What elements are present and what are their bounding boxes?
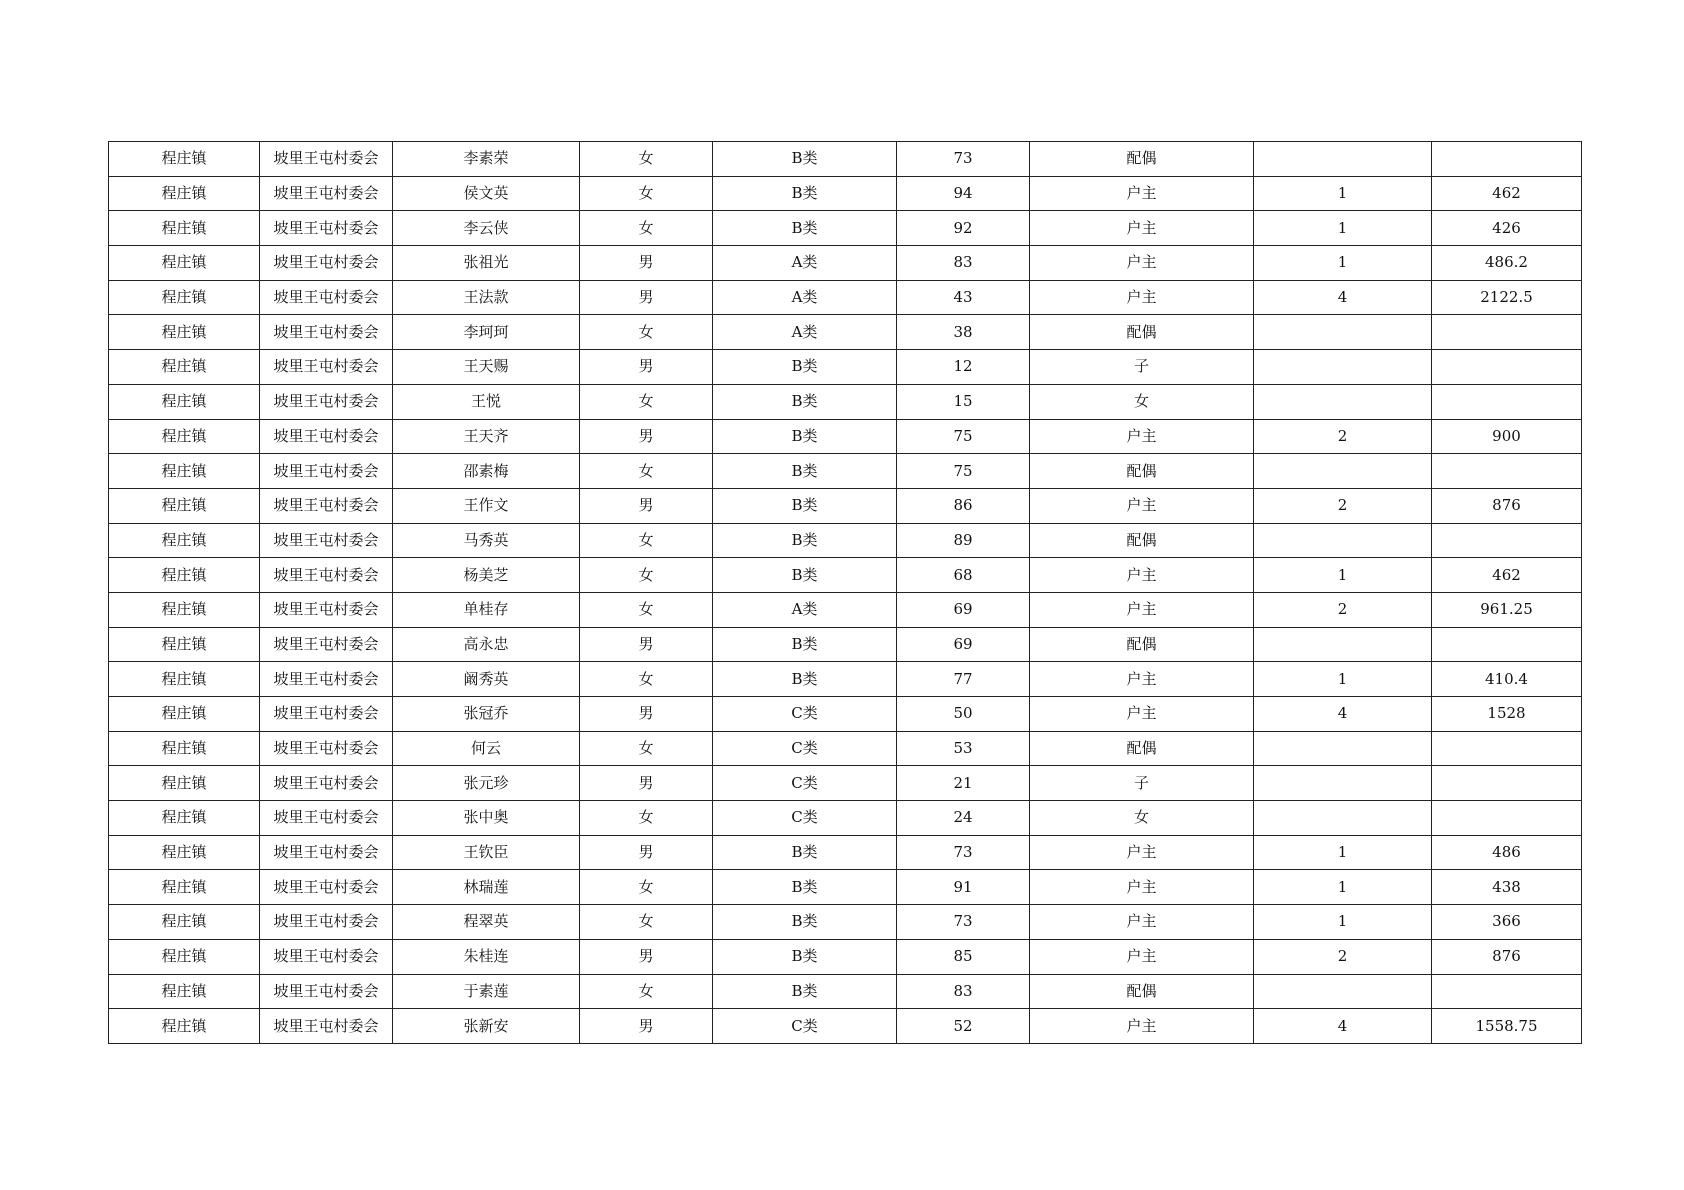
gender-cell: 女 bbox=[580, 662, 713, 697]
amount-cell bbox=[1432, 523, 1582, 558]
gender-cell: 女 bbox=[580, 905, 713, 940]
amount-cell bbox=[1432, 142, 1582, 177]
category-cell: B类 bbox=[713, 211, 897, 246]
age-cell: 73 bbox=[897, 905, 1030, 940]
village-committee-cell: 坡里王屯村委会 bbox=[260, 697, 393, 732]
household-size-cell: 4 bbox=[1254, 1009, 1432, 1044]
town-cell: 程庄镇 bbox=[109, 246, 260, 281]
amount-cell bbox=[1432, 627, 1582, 662]
relation-cell: 配偶 bbox=[1030, 627, 1254, 662]
village-committee-cell: 坡里王屯村委会 bbox=[260, 419, 393, 454]
category-cell: A类 bbox=[713, 315, 897, 350]
relation-cell: 配偶 bbox=[1030, 454, 1254, 489]
age-cell: 43 bbox=[897, 280, 1030, 315]
gender-cell: 女 bbox=[580, 384, 713, 419]
household-size-cell: 1 bbox=[1254, 662, 1432, 697]
amount-cell: 2122.5 bbox=[1432, 280, 1582, 315]
village-committee-cell: 坡里王屯村委会 bbox=[260, 939, 393, 974]
relation-cell: 户主 bbox=[1030, 211, 1254, 246]
category-cell: A类 bbox=[713, 592, 897, 627]
name-cell: 张中奥 bbox=[393, 801, 580, 836]
household-size-cell: 2 bbox=[1254, 592, 1432, 627]
age-cell: 69 bbox=[897, 592, 1030, 627]
town-cell: 程庄镇 bbox=[109, 662, 260, 697]
household-size-cell: 2 bbox=[1254, 939, 1432, 974]
age-cell: 92 bbox=[897, 211, 1030, 246]
household-size-cell: 1 bbox=[1254, 176, 1432, 211]
name-cell: 王作文 bbox=[393, 488, 580, 523]
town-cell: 程庄镇 bbox=[109, 835, 260, 870]
amount-cell bbox=[1432, 350, 1582, 385]
amount-cell bbox=[1432, 974, 1582, 1009]
table-row bbox=[109, 592, 1582, 627]
amount-cell: 462 bbox=[1432, 558, 1582, 593]
gender-cell: 男 bbox=[580, 835, 713, 870]
category-cell: B类 bbox=[713, 523, 897, 558]
name-cell: 侯文英 bbox=[393, 176, 580, 211]
town-cell: 程庄镇 bbox=[109, 1009, 260, 1044]
relation-cell: 户主 bbox=[1030, 592, 1254, 627]
age-cell: 77 bbox=[897, 662, 1030, 697]
table-row bbox=[109, 662, 1582, 697]
name-cell: 单桂存 bbox=[393, 592, 580, 627]
table-row bbox=[109, 419, 1582, 454]
age-cell: 83 bbox=[897, 246, 1030, 281]
town-cell: 程庄镇 bbox=[109, 905, 260, 940]
table-row bbox=[109, 211, 1582, 246]
village-committee-cell: 坡里王屯村委会 bbox=[260, 1009, 393, 1044]
household-size-cell: 4 bbox=[1254, 697, 1432, 732]
relation-cell: 女 bbox=[1030, 384, 1254, 419]
table-row bbox=[109, 870, 1582, 905]
village-committee-cell: 坡里王屯村委会 bbox=[260, 627, 393, 662]
town-cell: 程庄镇 bbox=[109, 350, 260, 385]
gender-cell: 男 bbox=[580, 1009, 713, 1044]
gender-cell: 女 bbox=[580, 211, 713, 246]
name-cell: 李珂珂 bbox=[393, 315, 580, 350]
household-size-cell bbox=[1254, 454, 1432, 489]
relation-cell: 户主 bbox=[1030, 905, 1254, 940]
name-cell: 程翠英 bbox=[393, 905, 580, 940]
gender-cell: 女 bbox=[580, 801, 713, 836]
category-cell: C类 bbox=[713, 801, 897, 836]
amount-cell: 438 bbox=[1432, 870, 1582, 905]
table-row bbox=[109, 835, 1582, 870]
name-cell: 朱桂连 bbox=[393, 939, 580, 974]
category-cell: B类 bbox=[713, 176, 897, 211]
name-cell: 王法款 bbox=[393, 280, 580, 315]
category-cell: B类 bbox=[713, 905, 897, 940]
town-cell: 程庄镇 bbox=[109, 731, 260, 766]
gender-cell: 女 bbox=[580, 315, 713, 350]
town-cell: 程庄镇 bbox=[109, 384, 260, 419]
age-cell: 53 bbox=[897, 731, 1030, 766]
table-row bbox=[109, 315, 1582, 350]
household-size-cell bbox=[1254, 384, 1432, 419]
name-cell: 张新安 bbox=[393, 1009, 580, 1044]
gender-cell: 男 bbox=[580, 350, 713, 385]
relation-cell: 户主 bbox=[1030, 246, 1254, 281]
age-cell: 73 bbox=[897, 142, 1030, 177]
household-size-cell: 1 bbox=[1254, 558, 1432, 593]
category-cell: B类 bbox=[713, 662, 897, 697]
table-row bbox=[109, 523, 1582, 558]
amount-cell bbox=[1432, 801, 1582, 836]
relation-cell: 配偶 bbox=[1030, 523, 1254, 558]
town-cell: 程庄镇 bbox=[109, 766, 260, 801]
amount-cell: 486 bbox=[1432, 835, 1582, 870]
village-committee-cell: 坡里王屯村委会 bbox=[260, 142, 393, 177]
household-size-cell bbox=[1254, 731, 1432, 766]
household-size-cell bbox=[1254, 801, 1432, 836]
household-size-cell bbox=[1254, 627, 1432, 662]
table-row bbox=[109, 280, 1582, 315]
category-cell: B类 bbox=[713, 870, 897, 905]
name-cell: 李云侠 bbox=[393, 211, 580, 246]
gender-cell: 女 bbox=[580, 454, 713, 489]
town-cell: 程庄镇 bbox=[109, 315, 260, 350]
gender-cell: 女 bbox=[580, 558, 713, 593]
category-cell: B类 bbox=[713, 454, 897, 489]
town-cell: 程庄镇 bbox=[109, 697, 260, 732]
roster-table-body bbox=[109, 142, 1582, 1044]
village-committee-cell: 坡里王屯村委会 bbox=[260, 176, 393, 211]
table-row bbox=[109, 558, 1582, 593]
household-size-cell bbox=[1254, 766, 1432, 801]
name-cell: 王悦 bbox=[393, 384, 580, 419]
age-cell: 21 bbox=[897, 766, 1030, 801]
village-committee-cell: 坡里王屯村委会 bbox=[260, 801, 393, 836]
table-row bbox=[109, 627, 1582, 662]
age-cell: 24 bbox=[897, 801, 1030, 836]
age-cell: 89 bbox=[897, 523, 1030, 558]
age-cell: 69 bbox=[897, 627, 1030, 662]
relation-cell: 配偶 bbox=[1030, 315, 1254, 350]
table-row bbox=[109, 246, 1582, 281]
relation-cell: 户主 bbox=[1030, 488, 1254, 523]
village-committee-cell: 坡里王屯村委会 bbox=[260, 350, 393, 385]
amount-cell: 366 bbox=[1432, 905, 1582, 940]
name-cell: 张冠乔 bbox=[393, 697, 580, 732]
age-cell: 50 bbox=[897, 697, 1030, 732]
town-cell: 程庄镇 bbox=[109, 419, 260, 454]
age-cell: 75 bbox=[897, 454, 1030, 489]
amount-cell: 462 bbox=[1432, 176, 1582, 211]
household-size-cell bbox=[1254, 350, 1432, 385]
village-committee-cell: 坡里王屯村委会 bbox=[260, 905, 393, 940]
roster-table bbox=[108, 141, 1582, 1044]
age-cell: 83 bbox=[897, 974, 1030, 1009]
name-cell: 阚秀英 bbox=[393, 662, 580, 697]
household-size-cell: 1 bbox=[1254, 870, 1432, 905]
relation-cell: 子 bbox=[1030, 766, 1254, 801]
gender-cell: 男 bbox=[580, 488, 713, 523]
gender-cell: 女 bbox=[580, 592, 713, 627]
gender-cell: 女 bbox=[580, 870, 713, 905]
gender-cell: 女 bbox=[580, 176, 713, 211]
table-row bbox=[109, 350, 1582, 385]
age-cell: 38 bbox=[897, 315, 1030, 350]
category-cell: B类 bbox=[713, 350, 897, 385]
age-cell: 75 bbox=[897, 419, 1030, 454]
category-cell: B类 bbox=[713, 142, 897, 177]
relation-cell: 户主 bbox=[1030, 419, 1254, 454]
household-size-cell: 2 bbox=[1254, 419, 1432, 454]
category-cell: B类 bbox=[713, 419, 897, 454]
amount-cell bbox=[1432, 384, 1582, 419]
relation-cell: 户主 bbox=[1030, 835, 1254, 870]
table-row bbox=[109, 697, 1582, 732]
table-row bbox=[109, 974, 1582, 1009]
gender-cell: 男 bbox=[580, 419, 713, 454]
table-row bbox=[109, 766, 1582, 801]
town-cell: 程庄镇 bbox=[109, 974, 260, 1009]
age-cell: 52 bbox=[897, 1009, 1030, 1044]
village-committee-cell: 坡里王屯村委会 bbox=[260, 280, 393, 315]
town-cell: 程庄镇 bbox=[109, 801, 260, 836]
category-cell: B类 bbox=[713, 939, 897, 974]
town-cell: 程庄镇 bbox=[109, 211, 260, 246]
category-cell: B类 bbox=[713, 384, 897, 419]
category-cell: B类 bbox=[713, 558, 897, 593]
table-row bbox=[109, 488, 1582, 523]
gender-cell: 女 bbox=[580, 523, 713, 558]
gender-cell: 男 bbox=[580, 246, 713, 281]
relation-cell: 户主 bbox=[1030, 176, 1254, 211]
village-committee-cell: 坡里王屯村委会 bbox=[260, 384, 393, 419]
table-row bbox=[109, 1009, 1582, 1044]
age-cell: 86 bbox=[897, 488, 1030, 523]
village-committee-cell: 坡里王屯村委会 bbox=[260, 766, 393, 801]
village-committee-cell: 坡里王屯村委会 bbox=[260, 731, 393, 766]
name-cell: 李素荣 bbox=[393, 142, 580, 177]
gender-cell: 女 bbox=[580, 974, 713, 1009]
gender-cell: 男 bbox=[580, 627, 713, 662]
village-committee-cell: 坡里王屯村委会 bbox=[260, 558, 393, 593]
village-committee-cell: 坡里王屯村委会 bbox=[260, 488, 393, 523]
town-cell: 程庄镇 bbox=[109, 523, 260, 558]
town-cell: 程庄镇 bbox=[109, 592, 260, 627]
gender-cell: 女 bbox=[580, 731, 713, 766]
village-committee-cell: 坡里王屯村委会 bbox=[260, 835, 393, 870]
category-cell: C类 bbox=[713, 697, 897, 732]
household-size-cell bbox=[1254, 974, 1432, 1009]
gender-cell: 男 bbox=[580, 766, 713, 801]
category-cell: B类 bbox=[713, 974, 897, 1009]
amount-cell: 1558.75 bbox=[1432, 1009, 1582, 1044]
name-cell: 张祖光 bbox=[393, 246, 580, 281]
table-row bbox=[109, 731, 1582, 766]
household-size-cell: 1 bbox=[1254, 211, 1432, 246]
relation-cell: 户主 bbox=[1030, 939, 1254, 974]
amount-cell: 876 bbox=[1432, 488, 1582, 523]
town-cell: 程庄镇 bbox=[109, 454, 260, 489]
amount-cell bbox=[1432, 315, 1582, 350]
amount-cell: 961.25 bbox=[1432, 592, 1582, 627]
relation-cell: 户主 bbox=[1030, 870, 1254, 905]
amount-cell: 410.4 bbox=[1432, 662, 1582, 697]
relation-cell: 户主 bbox=[1030, 662, 1254, 697]
gender-cell: 男 bbox=[580, 939, 713, 974]
category-cell: C类 bbox=[713, 1009, 897, 1044]
village-committee-cell: 坡里王屯村委会 bbox=[260, 662, 393, 697]
relation-cell: 户主 bbox=[1030, 697, 1254, 732]
age-cell: 73 bbox=[897, 835, 1030, 870]
amount-cell: 486.2 bbox=[1432, 246, 1582, 281]
household-size-cell: 1 bbox=[1254, 905, 1432, 940]
name-cell: 王钦臣 bbox=[393, 835, 580, 870]
name-cell: 高永忠 bbox=[393, 627, 580, 662]
age-cell: 15 bbox=[897, 384, 1030, 419]
gender-cell: 男 bbox=[580, 280, 713, 315]
name-cell: 马秀英 bbox=[393, 523, 580, 558]
name-cell: 邵素梅 bbox=[393, 454, 580, 489]
town-cell: 程庄镇 bbox=[109, 488, 260, 523]
relation-cell: 户主 bbox=[1030, 280, 1254, 315]
category-cell: C类 bbox=[713, 731, 897, 766]
amount-cell: 900 bbox=[1432, 419, 1582, 454]
age-cell: 85 bbox=[897, 939, 1030, 974]
household-size-cell bbox=[1254, 523, 1432, 558]
age-cell: 68 bbox=[897, 558, 1030, 593]
table-row bbox=[109, 801, 1582, 836]
name-cell: 杨美芝 bbox=[393, 558, 580, 593]
amount-cell: 876 bbox=[1432, 939, 1582, 974]
town-cell: 程庄镇 bbox=[109, 558, 260, 593]
category-cell: B类 bbox=[713, 627, 897, 662]
relation-cell: 子 bbox=[1030, 350, 1254, 385]
town-cell: 程庄镇 bbox=[109, 627, 260, 662]
household-size-cell: 1 bbox=[1254, 835, 1432, 870]
town-cell: 程庄镇 bbox=[109, 280, 260, 315]
relation-cell: 配偶 bbox=[1030, 974, 1254, 1009]
household-size-cell bbox=[1254, 142, 1432, 177]
age-cell: 12 bbox=[897, 350, 1030, 385]
village-committee-cell: 坡里王屯村委会 bbox=[260, 454, 393, 489]
table-row bbox=[109, 384, 1582, 419]
category-cell: C类 bbox=[713, 766, 897, 801]
amount-cell bbox=[1432, 731, 1582, 766]
household-size-cell: 4 bbox=[1254, 280, 1432, 315]
town-cell: 程庄镇 bbox=[109, 939, 260, 974]
relation-cell: 配偶 bbox=[1030, 142, 1254, 177]
village-committee-cell: 坡里王屯村委会 bbox=[260, 211, 393, 246]
table-row bbox=[109, 176, 1582, 211]
age-cell: 91 bbox=[897, 870, 1030, 905]
amount-cell bbox=[1432, 766, 1582, 801]
name-cell: 王天齐 bbox=[393, 419, 580, 454]
household-size-cell: 1 bbox=[1254, 246, 1432, 281]
name-cell: 王天赐 bbox=[393, 350, 580, 385]
relation-cell: 户主 bbox=[1030, 558, 1254, 593]
village-committee-cell: 坡里王屯村委会 bbox=[260, 315, 393, 350]
relation-cell: 户主 bbox=[1030, 1009, 1254, 1044]
relation-cell: 配偶 bbox=[1030, 731, 1254, 766]
table-row bbox=[109, 905, 1582, 940]
name-cell: 何云 bbox=[393, 731, 580, 766]
table-row bbox=[109, 939, 1582, 974]
household-size-cell bbox=[1254, 315, 1432, 350]
table-row bbox=[109, 454, 1582, 489]
village-committee-cell: 坡里王屯村委会 bbox=[260, 246, 393, 281]
town-cell: 程庄镇 bbox=[109, 176, 260, 211]
name-cell: 张元珍 bbox=[393, 766, 580, 801]
village-committee-cell: 坡里王屯村委会 bbox=[260, 523, 393, 558]
amount-cell bbox=[1432, 454, 1582, 489]
amount-cell: 1528 bbox=[1432, 697, 1582, 732]
village-committee-cell: 坡里王屯村委会 bbox=[260, 974, 393, 1009]
category-cell: B类 bbox=[713, 488, 897, 523]
name-cell: 于素莲 bbox=[393, 974, 580, 1009]
name-cell: 林瑞莲 bbox=[393, 870, 580, 905]
gender-cell: 女 bbox=[580, 142, 713, 177]
village-committee-cell: 坡里王屯村委会 bbox=[260, 870, 393, 905]
table-row bbox=[109, 142, 1582, 177]
town-cell: 程庄镇 bbox=[109, 142, 260, 177]
gender-cell: 男 bbox=[580, 697, 713, 732]
amount-cell: 426 bbox=[1432, 211, 1582, 246]
category-cell: A类 bbox=[713, 280, 897, 315]
category-cell: A类 bbox=[713, 246, 897, 281]
town-cell: 程庄镇 bbox=[109, 870, 260, 905]
household-size-cell: 2 bbox=[1254, 488, 1432, 523]
village-committee-cell: 坡里王屯村委会 bbox=[260, 592, 393, 627]
relation-cell: 女 bbox=[1030, 801, 1254, 836]
age-cell: 94 bbox=[897, 176, 1030, 211]
category-cell: B类 bbox=[713, 835, 897, 870]
